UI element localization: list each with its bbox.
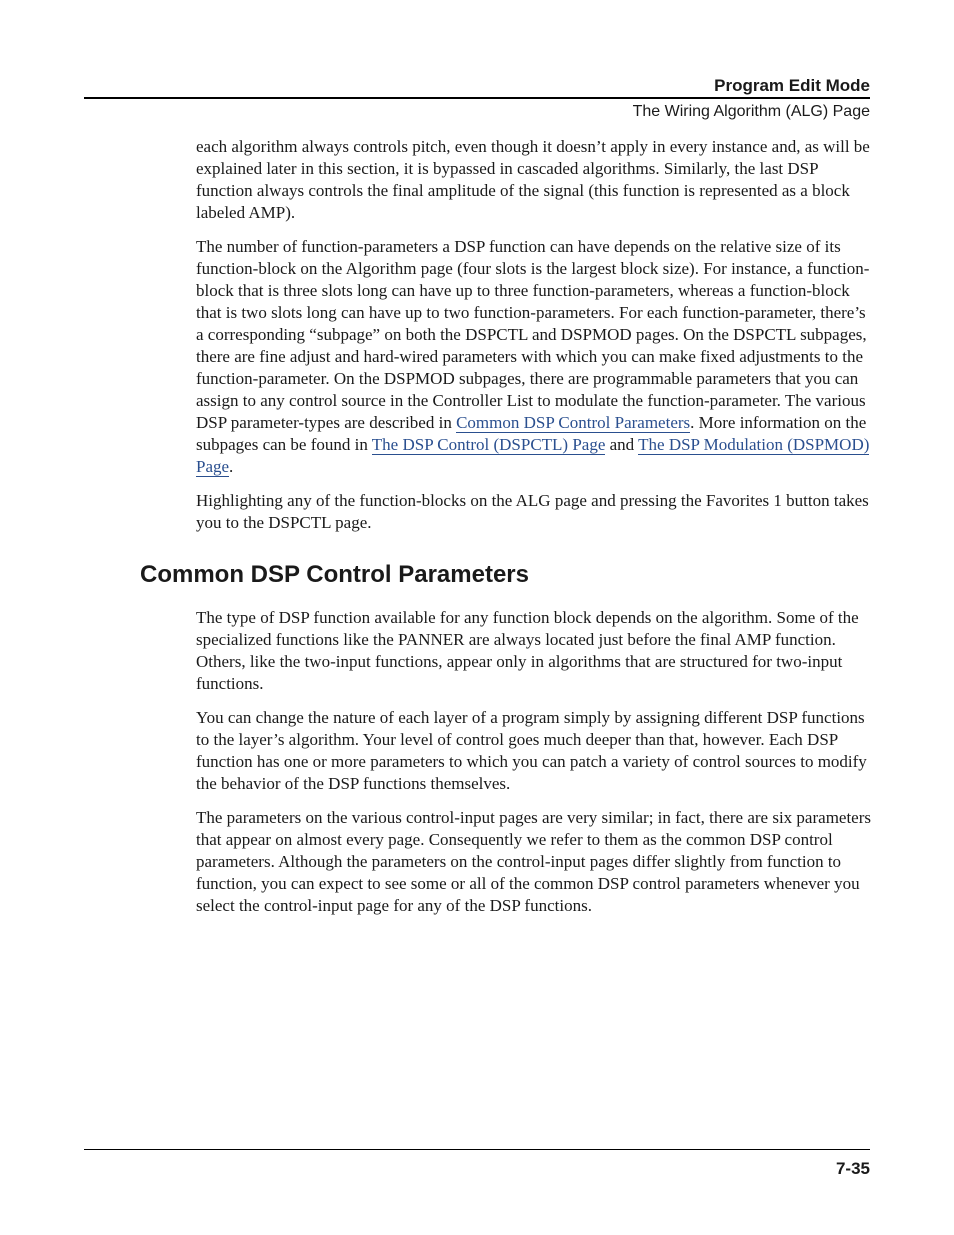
paragraph-2-text-d: . [229, 457, 234, 476]
section-title: The Wiring Algorithm (ALG) Page [632, 103, 870, 120]
body-text-upper [196, 136, 871, 546]
paragraph-3: Highlighting any of the function-blocks on the ALG page and pressing the Favorites 1 button takes you to the DSPCTL page. [196, 491, 869, 532]
page-number: 7-35 [835, 1159, 870, 1178]
paragraph-1: each algorithm always controls pitch, even though it doesn’t apply in every instance and, as will be explained later in this section, it is bypassed in cascaded algorithms. Similarly, the last DSP function always controls the final amplitude of the signal (this function is represented as a block labeled AMP). [196, 137, 870, 222]
link-dsp-control-page[interactable]: The DSP Control (DSPCTL) Page [371, 435, 606, 454]
paragraph-6: The parameters on the various control-input pages are very similar; in fact, there are six parameters that appear on almost every page. Consequently we refer to them as the common DSP control parameters. Although the parameters on the control-input pages differ slightly from function to function, you can expect to see some or all of the common DSP control parameters whenever you select the control-input page for any of the DSP functions. [196, 808, 872, 915]
link-common-dsp-control-parameters[interactable]: Common DSP Control Parameters [456, 413, 691, 432]
paragraph-5: You can change the nature of each layer of a program simply by assigning different DSP functions to the layer’s algorithm. Your level of control goes much deeper than that, however. Each DSP function has one or more parameters to which you can patch a variety of control sources to modify the behavior of the DSP functions themselves. [196, 708, 867, 793]
body-text-lower [196, 607, 871, 929]
footer-rule [84, 1149, 870, 1150]
link-dsp-modulation-page[interactable]: The DSP Modulation (DSPMOD) Page [196, 435, 870, 476]
section-heading: Common DSP Control Parameters [140, 561, 529, 588]
header-rule [84, 97, 870, 99]
paragraph-2-text-a: The number of function-parameters a DSP function can have depends on the relative size of its function-block on the Algorithm page (four slots is the largest block size). For instance, a function-block that is three slots long can have up to three function-parameters, whereas a function-block that is two slots long can have up to two function-parameters. For each function-parameter, there’s a corresponding “subpage” on both the DSPCTL and DSPMOD pages. On the DSPCTL subpages, there are fine adjust and hard-wired parameters with which you can make fixed adjustments to the function-parameter. On the DSPMOD subpages, there are programmable parameters that you can assign to any control source in the Controller List to modulate the function-parameter. The various DSP parameter-types are described in [196, 237, 870, 432]
chapter-title: Program Edit Mode [714, 76, 870, 95]
page-header [84, 74, 870, 123]
paragraph-2 [196, 236, 871, 478]
paragraph-4: The type of DSP function available for any function block depends on the algorithm. Some of the specialized functions like the PANNER are always located just before the final AMP function. Others, like the two-input functions, appear only in algorithms that are structured for two-input functions. [196, 608, 859, 693]
paragraph-2-text-c: and [605, 435, 639, 454]
paragraph-2-text-b: . More information on the subpages can be found in [196, 413, 867, 454]
